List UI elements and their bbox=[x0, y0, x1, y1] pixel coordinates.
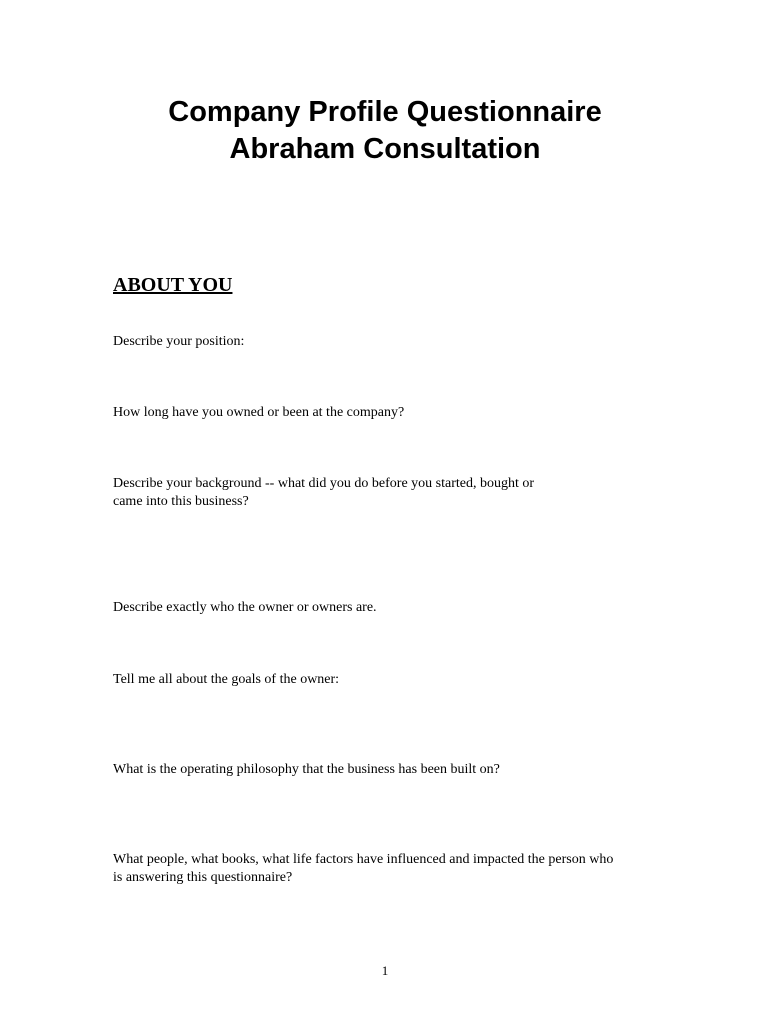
question-line: What people, what books, what life factors have influenced and impacted the person who bbox=[113, 852, 614, 867]
section-heading-about-you: ABOUT YOU bbox=[113, 274, 233, 296]
question-line: Describe exactly who the owner or owners are. bbox=[113, 600, 377, 615]
question-operating-philosophy bbox=[113, 761, 673, 779]
question-line: How long have you owned or been at the company? bbox=[113, 405, 405, 420]
question-influences bbox=[113, 851, 673, 887]
question-line: Describe your background -- what did you do before you started, bought or bbox=[113, 476, 535, 491]
document-title-line-2: Abraham Consultation bbox=[229, 133, 541, 165]
page-number: 1 bbox=[381, 963, 389, 978]
question-tenure bbox=[113, 404, 673, 422]
question-line: Describe your position: bbox=[113, 334, 245, 349]
question-line: Tell me all about the goals of the owner: bbox=[113, 672, 340, 687]
question-owners bbox=[113, 599, 673, 617]
document-title-line-1: Company Profile Questionnaire bbox=[168, 96, 602, 128]
question-line: came into this business? bbox=[113, 494, 249, 509]
question-line: is answering this questionnaire? bbox=[113, 870, 293, 885]
question-owner-goals bbox=[113, 671, 673, 689]
question-position bbox=[113, 333, 673, 351]
question-line: What is the operating philosophy that the business has been built on? bbox=[113, 762, 500, 777]
question-background bbox=[113, 475, 673, 511]
